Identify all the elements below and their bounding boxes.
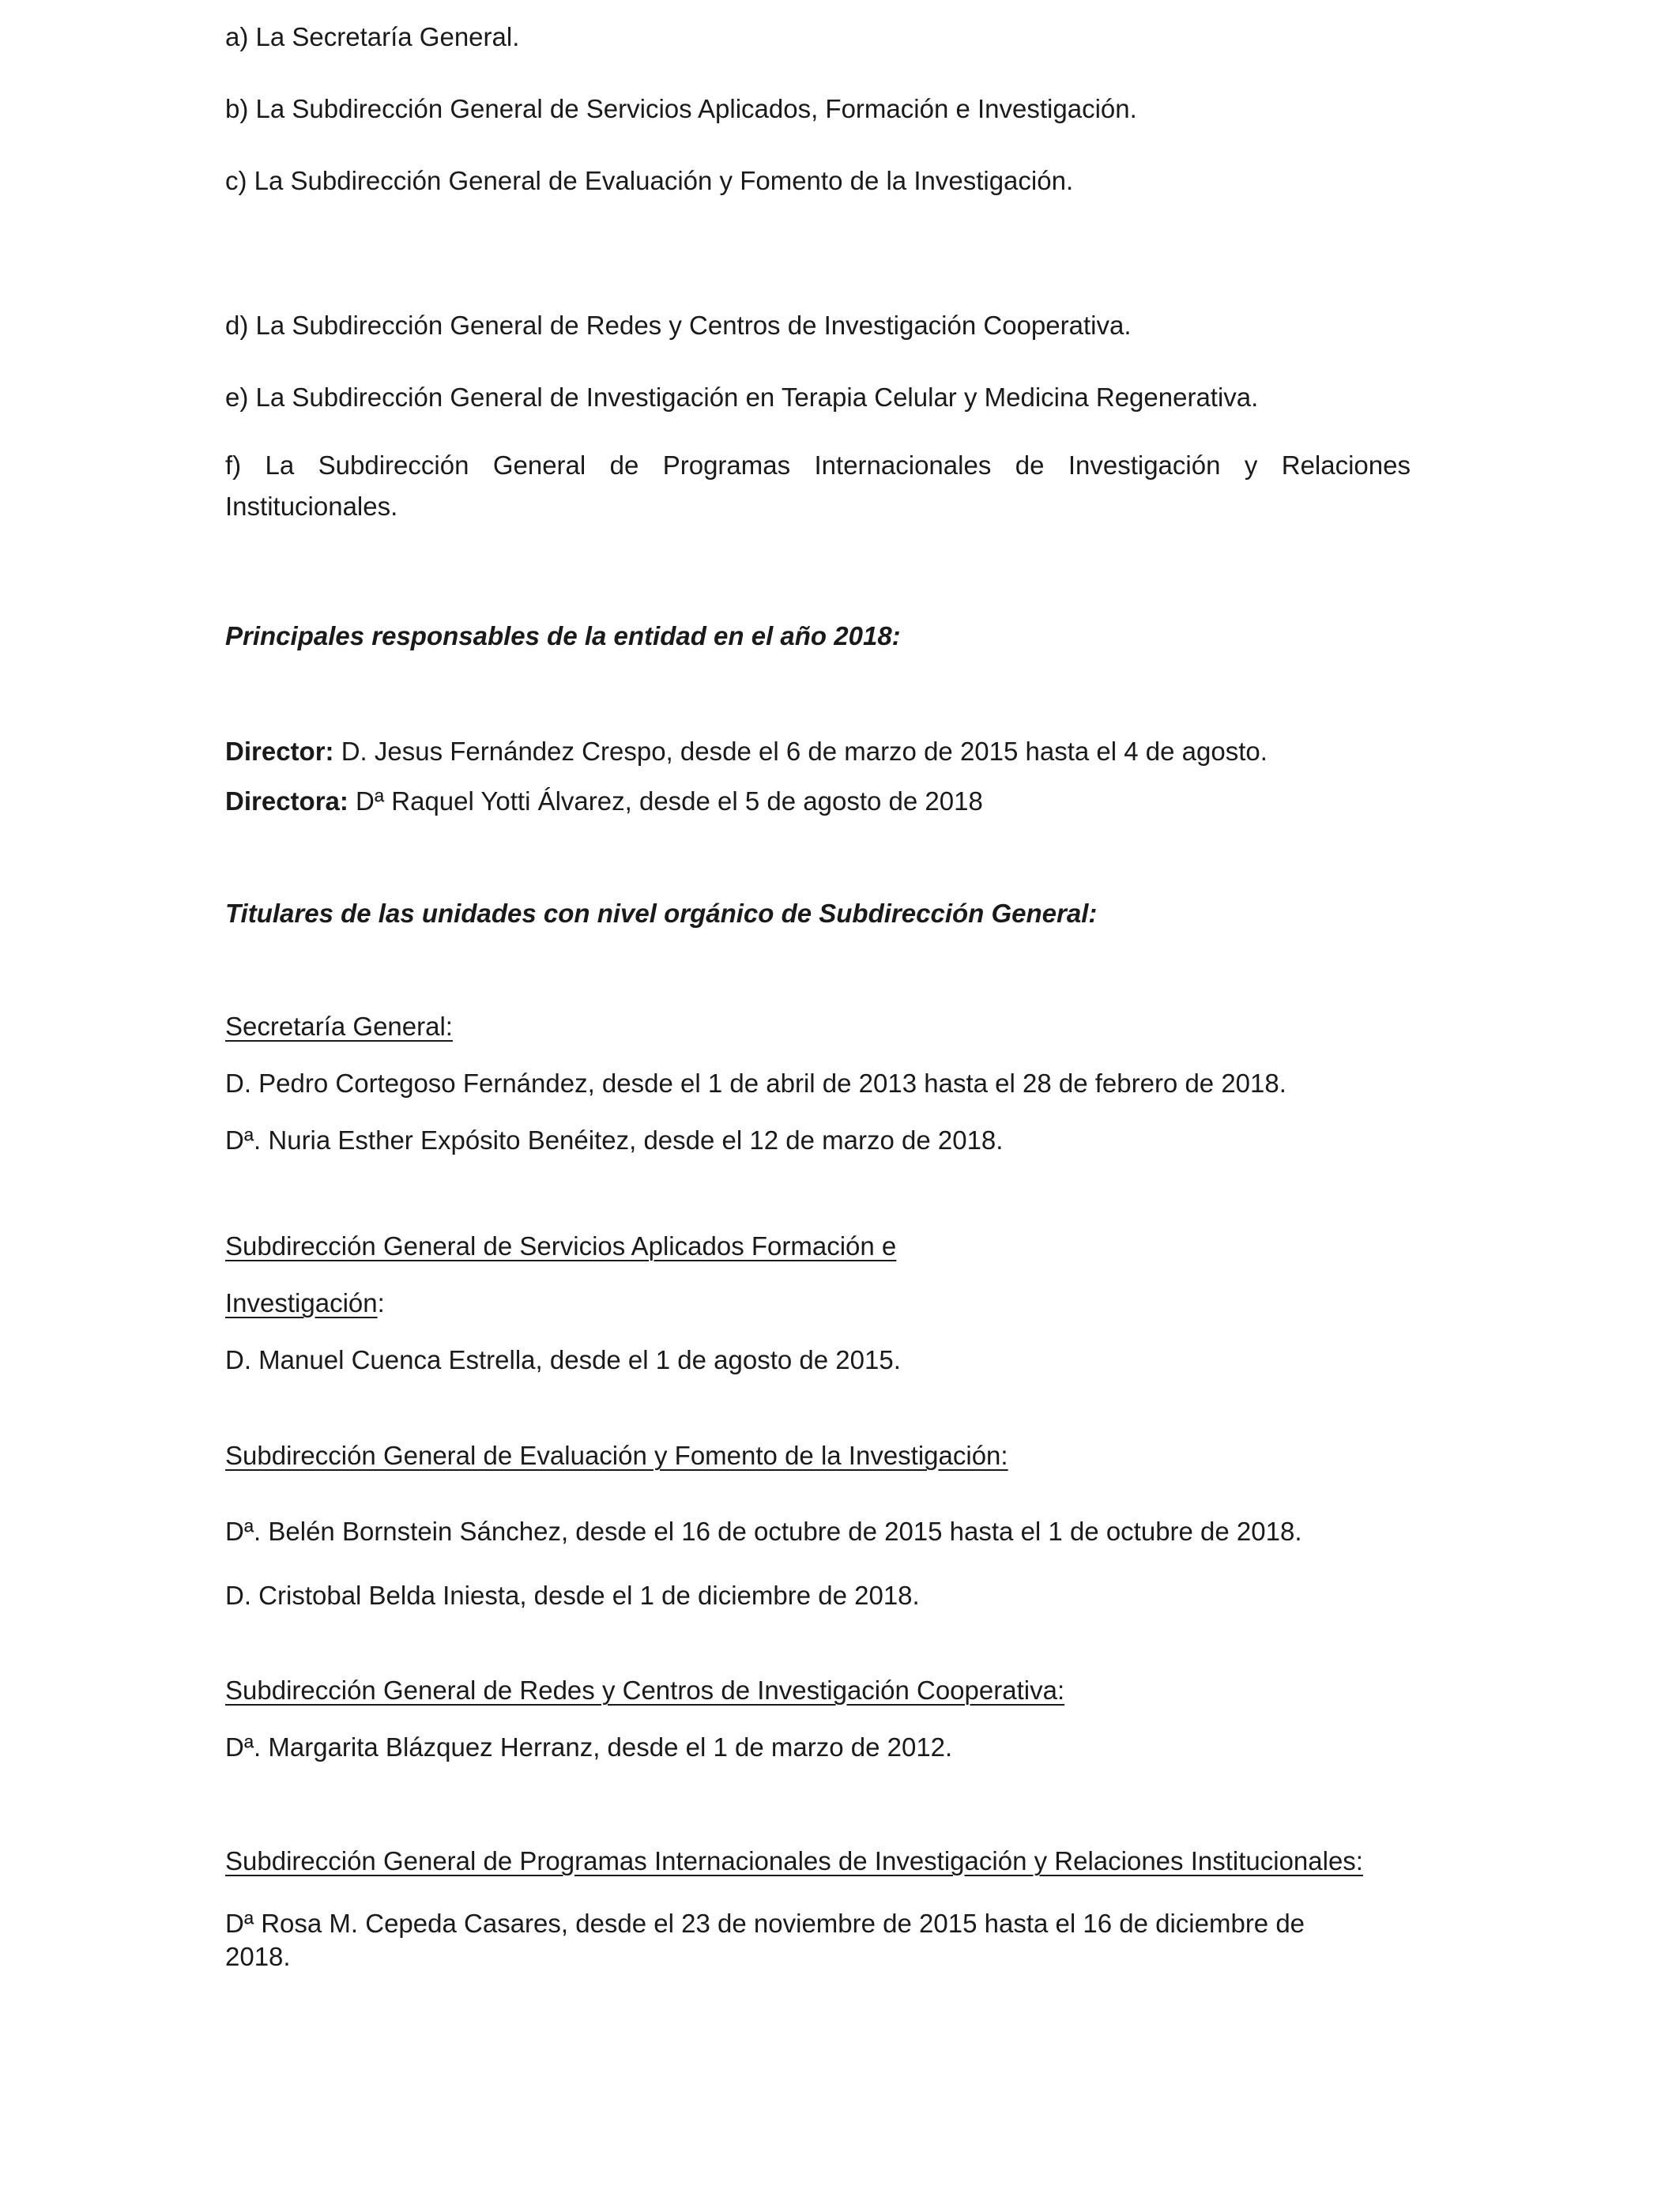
titulares-heading: Titulares de las unidades con nivel orgánico de Subdirección General: <box>225 899 1098 928</box>
evaluacion-person-1: Dª. Belén Bornstein Sánchez, desde el 16 de octubre de 2015 hasta el 1 de octubre de 2018. <box>225 1517 1302 1546</box>
directora-label: Directora: <box>225 786 348 816</box>
list-item-f-line1: f) La Subdirección General de Programas Internacionales de Investigación y Relaciones <box>225 450 1411 480</box>
list-item-a: a) La Secretaría General. <box>225 22 520 51</box>
evaluacion-title: Subdirección General de Evaluación y Fomento de la Investigación: <box>225 1441 1008 1470</box>
director-text: D. Jesus Fernández Crespo, desde el 6 de marzo de 2015 hasta el 4 de agosto. <box>333 737 1268 766</box>
servicios-title-line2 <box>225 1284 385 1323</box>
secretaria-person-1: D. Pedro Cortegoso Fernández, desde el 1 de abril de 2013 hasta el 28 de febrero de 2018. <box>225 1069 1286 1098</box>
directora-text: Dª Raquel Yotti Álvarez, desde el 5 de agosto de 2018 <box>348 786 983 816</box>
servicios-title-colon: : <box>377 1288 385 1318</box>
list-item-d: d) La Subdirección General de Redes y Centros de Investigación Cooperativa. <box>225 311 1132 340</box>
list-item-e: e) La Subdirección General de Investigación en Terapia Celular y Medicina Regenerativa. <box>225 383 1259 412</box>
list-item-c: c) La Subdirección General de Evaluación y Fomento de la Investigación. <box>225 166 1074 195</box>
servicios-title-line1: Subdirección General de Servicios Aplicados Formación e <box>225 1231 897 1261</box>
director-label: Director: <box>225 737 334 766</box>
internacionales-person-1-line2: 2018. <box>225 1942 291 1971</box>
redes-title: Subdirección General de Redes y Centros de Investigación Cooperativa: <box>225 1676 1065 1705</box>
responsables-heading: Principales responsables de la entidad en el año 2018: <box>225 621 901 650</box>
evaluacion-person-2: D. Cristobal Belda Iniesta, desde el 1 de diciembre de 2018. <box>225 1581 920 1610</box>
internacionales-person-1-line1: Dª Rosa M. Cepeda Casares, desde el 23 de noviembre de 2015 hasta el 16 de diciembre de <box>225 1909 1305 1938</box>
servicios-person-1: D. Manuel Cuenca Estrella, desde el 1 de agosto de 2015. <box>225 1345 901 1374</box>
secretaria-title: Secretaría General: <box>225 1012 453 1041</box>
list-item-b: b) La Subdirección General de Servicios Aplicados, Formación e Investigación. <box>225 94 1137 123</box>
internacionales-title: Subdirección General de Programas Internacionales de Investigación y Relaciones Institucionales: <box>225 1846 1363 1875</box>
redes-person-1: Dª. Margarita Blázquez Herranz, desde el 1 de marzo de 2012. <box>225 1732 953 1762</box>
servicios-title-word: Investigación <box>225 1288 378 1318</box>
directora-line <box>225 782 983 821</box>
list-item-f-line2: Institucionales. <box>225 492 398 521</box>
secretaria-person-2: Dª. Nuria Esther Expósito Benéitez, desde el 12 de marzo de 2018. <box>225 1125 1004 1155</box>
director-line <box>225 732 1268 771</box>
